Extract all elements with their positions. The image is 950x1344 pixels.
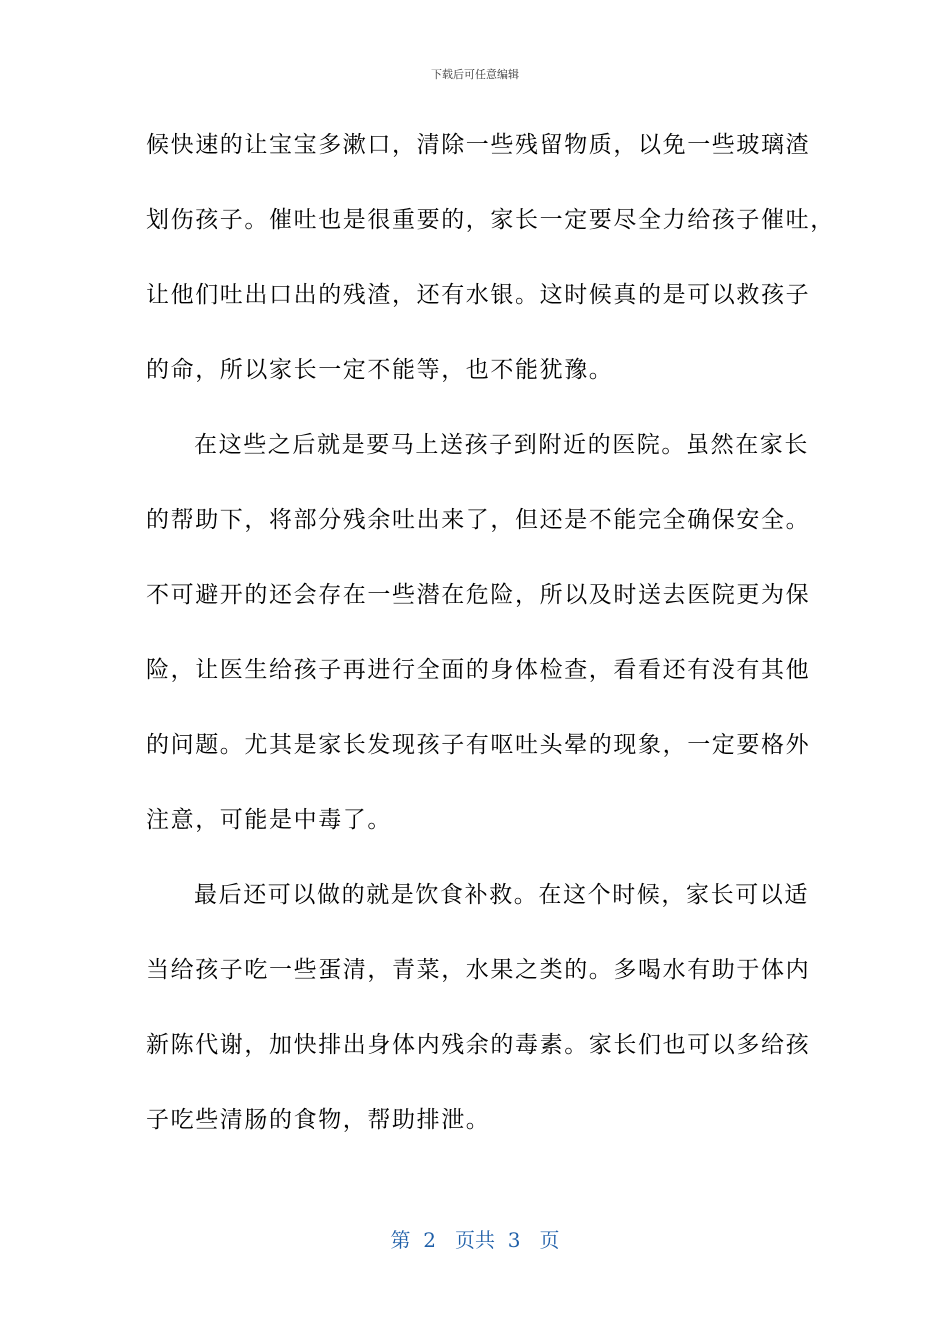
page-header-note: 下载后可任意编辑 <box>431 68 519 81</box>
text-line: 新陈代谢，加快排出身体内残余的毒素。家长们也可以多给孩 <box>146 1032 811 1058</box>
text-line: 不可避开的还会存在一些潜在危险，所以及时送去医院更为保 <box>146 582 811 608</box>
page-number-footer: 第 2 页共 3 页 <box>390 1228 560 1252</box>
text-line: 的问题。尤其是家长发现孩子有呕吐头晕的现象，一定要格外 <box>146 732 811 758</box>
text-line: 注意，可能是中毒了。 <box>146 807 392 833</box>
text-line: 划伤孩子。催吐也是很重要的，家长一定要尽全力给孩子催吐， <box>146 207 835 233</box>
text-line: 让他们吐出口出的残渣，还有水银。这时候真的是可以救孩子 <box>146 282 811 308</box>
text-line: 的命，所以家长一定不能等，也不能犹豫。 <box>146 357 614 383</box>
text-line: 的帮助下，将部分残余吐出来了，但还是不能完全确保安全。 <box>146 507 811 533</box>
paragraph-first-line: 在这些之后就是要马上送孩子到附近的医院。虽然在家长 <box>194 432 809 458</box>
text-line: 险，让医生给孩子再进行全面的身体检查，看看还有没有其他 <box>146 657 811 683</box>
text-line: 子吃些清肠的食物，帮助排泄。 <box>146 1107 491 1133</box>
text-line: 候快速的让宝宝多漱口，清除一些残留物质，以免一些玻璃渣 <box>146 132 811 158</box>
text-line: 当给孩子吃一些蛋清，青菜，水果之类的。多喝水有助于体内 <box>146 957 811 983</box>
paragraph-first-line: 最后还可以做的就是饮食补救。在这个时候，家长可以适 <box>194 882 809 908</box>
document-body <box>146 108 835 1158</box>
